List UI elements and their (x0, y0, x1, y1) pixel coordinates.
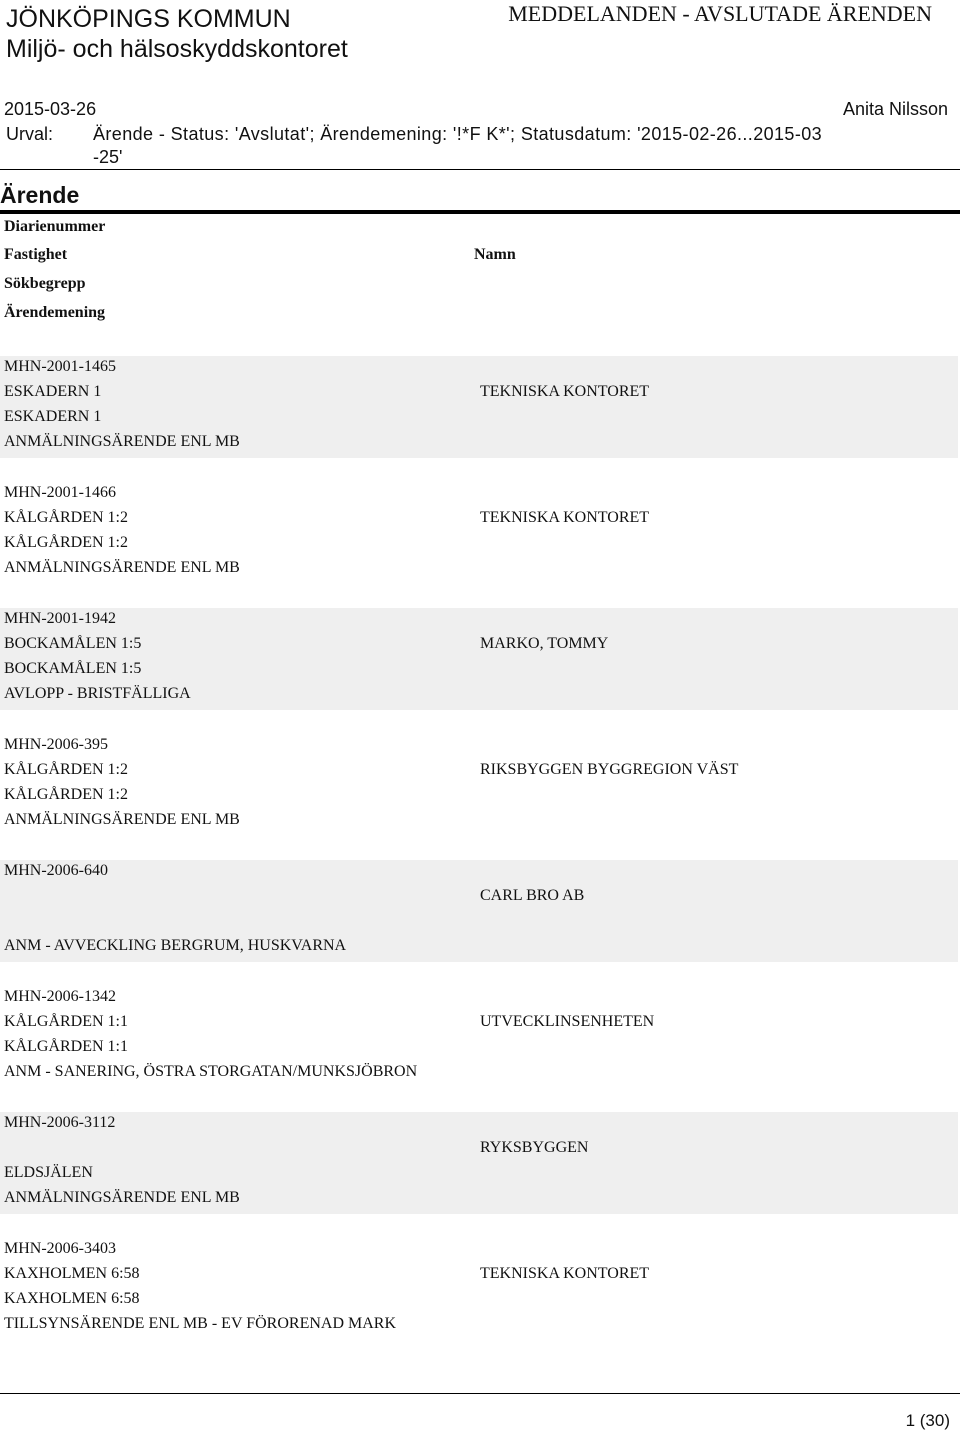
diarienummer: MHN-2006-1342 (4, 988, 116, 1005)
table-row (0, 1238, 958, 1340)
arendemening: AVLOPP - BRISTFÄLLIGA (4, 685, 191, 702)
org-name: JÖNKÖPINGS KOMMUN (6, 5, 291, 33)
table-row (0, 986, 958, 1088)
fastighet: KÅLGÅRDEN 1:2 (4, 761, 128, 778)
sokbegrepp: KAXHOLMEN 6:58 (4, 1290, 140, 1307)
table-row (0, 1112, 958, 1214)
diarienummer: MHN-2006-3112 (4, 1114, 116, 1131)
column-header-diarienummer: Diarienummer (4, 218, 106, 235)
diarienummer: MHN-2006-395 (4, 736, 108, 753)
section-divider (0, 210, 960, 214)
arendemening: ANM - AVVECKLING BERGRUM, HUSKVARNA (4, 937, 347, 954)
diarienummer: MHN-2001-1942 (4, 610, 116, 627)
fastighet: BOCKAMÅLEN 1:5 (4, 635, 142, 652)
sokbegrepp: KÅLGÅRDEN 1:2 (4, 534, 128, 551)
diarienummer: MHN-2006-640 (4, 862, 108, 879)
arendemening: ANM - SANERING, ÖSTRA STORGATAN/MUNKSJÖBRON (4, 1063, 418, 1080)
table-row (0, 860, 958, 962)
arendemening: ANMÄLNINGSÄRENDE ENL MB (4, 811, 240, 828)
header-divider (0, 169, 960, 170)
diarienummer: MHN-2001-1466 (4, 484, 116, 501)
selection-criteria-continued: -25' (93, 147, 123, 167)
table-row (0, 482, 958, 584)
page-number: 1 (30) (905, 1411, 950, 1430)
arendemening: ANMÄLNINGSÄRENDE ENL MB (4, 433, 240, 450)
department-name: Miljö- och hälsoskyddskontoret (6, 35, 348, 63)
report-date: 2015-03-26 (4, 99, 97, 119)
sokbegrepp: KÅLGÅRDEN 1:2 (4, 786, 128, 803)
footer-divider (0, 1393, 960, 1394)
namn: UTVECKLINSENHETEN (480, 1013, 655, 1030)
namn: CARL BRO AB (480, 887, 585, 904)
sokbegrepp: ELDSJÄLEN (4, 1164, 93, 1181)
table-row (0, 734, 958, 836)
diarienummer: MHN-2006-3403 (4, 1240, 116, 1257)
column-header-namn: Namn (474, 246, 516, 263)
arendemening: TILLSYNSÄRENDE ENL MB - EV FÖRORENAD MARK (4, 1315, 397, 1332)
table-row (0, 608, 958, 710)
fastighet: KÅLGÅRDEN 1:2 (4, 509, 128, 526)
table-row (0, 356, 958, 458)
sokbegrepp: BOCKAMÅLEN 1:5 (4, 660, 142, 677)
column-header-sokbegrepp: Sökbegrepp (4, 275, 86, 292)
diarienummer: MHN-2001-1465 (4, 358, 116, 375)
section-title: Ärende (0, 182, 80, 208)
report-title: MEDDELANDEN - AVSLUTADE ÄRENDEN (508, 1, 932, 26)
column-header-arendemening: Ärendemening (4, 304, 106, 321)
column-header-fastighet: Fastighet (4, 246, 68, 263)
selection-criteria: Ärende - Status: 'Avslutat'; Ärendemening: '!*F K*'; Statusdatum: '2015-02-26...2015-03 (93, 124, 823, 144)
namn: TEKNISKA KONTORET (480, 1265, 650, 1282)
fastighet: KAXHOLMEN 6:58 (4, 1265, 140, 1282)
fastighet: ESKADERN 1 (4, 383, 102, 400)
namn: TEKNISKA KONTORET (480, 509, 650, 526)
fastighet: KÅLGÅRDEN 1:1 (4, 1013, 128, 1030)
selection-label: Urval: (6, 124, 54, 144)
report-user: Anita Nilsson (842, 99, 948, 119)
arendemening: ANMÄLNINGSÄRENDE ENL MB (4, 559, 240, 576)
namn: MARKO, TOMMY (480, 635, 609, 652)
arendemening: ANMÄLNINGSÄRENDE ENL MB (4, 1189, 240, 1206)
sokbegrepp: ESKADERN 1 (4, 408, 102, 425)
sokbegrepp: KÅLGÅRDEN 1:1 (4, 1038, 128, 1055)
namn: RIKSBYGGEN BYGGREGION VÄST (480, 761, 739, 778)
namn: TEKNISKA KONTORET (480, 383, 650, 400)
namn: RYKSBYGGEN (480, 1139, 589, 1156)
